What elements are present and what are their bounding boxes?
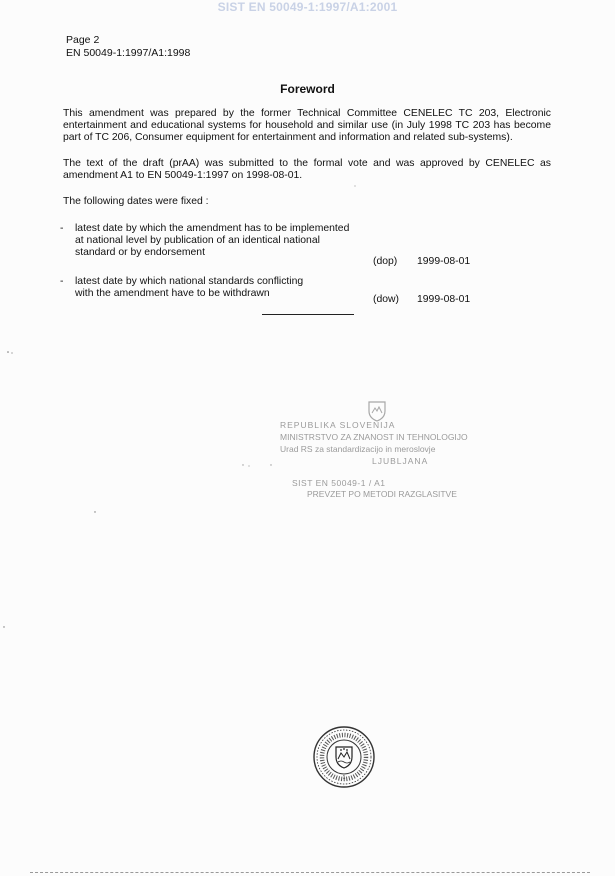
list-bullet: - [60, 223, 64, 234]
list-bullet: - [60, 276, 64, 287]
stamp-line: Urad RS za standardizacijo in meroslovje [280, 444, 436, 454]
list-item-date: 1999-08-01 [417, 294, 471, 305]
stamp-line: PREVZET PO METODI RAZGLASITVE [307, 489, 457, 499]
document-reference: EN 50049-1:1997/A1:1998 [66, 47, 191, 59]
stamp-line: SIST EN 50049-1 / A1 [292, 478, 386, 488]
stamp-line: REPUBLIKA SLOVENIJA [280, 420, 396, 430]
coat-of-arms-icon [366, 400, 388, 422]
document-watermark: SIST EN 50049-1:1997/A1:2001 [217, 0, 398, 14]
list-item-date: 1999-08-01 [417, 256, 471, 267]
stamp-line: LJUBLJANA [372, 456, 429, 466]
section-divider [262, 314, 354, 315]
official-seal-icon [312, 725, 376, 789]
scan-edge [30, 872, 590, 873]
paragraph-approval: The text of the draft (prAA) was submitted to the formal vote and was approved by CENELEC as amendment A1 to EN 50049-1:1997 on 1998-08-01. [63, 158, 551, 181]
paragraph-committee: This amendment was prepared by the former Technical Committee CENELEC TC 203, Electronic entertainment and educational systems for household and similar use (in July 1998 TC 203 has become part of TC 206, Consumer equipment for entertainment and information and related sub-systems). [63, 108, 551, 143]
list-item-abbreviation: (dop) [373, 256, 398, 267]
page-title: Foreword [280, 82, 335, 96]
stamp-line: MINISTRSTVO ZA ZNANOST IN TEHNOLOGIJO [280, 432, 468, 442]
page-header [66, 34, 190, 60]
faded-stamp [262, 400, 502, 505]
paragraph-dates-intro: The following dates were fixed : [63, 196, 209, 207]
page-number: Page 2 [66, 34, 100, 46]
svg-text:1: 1 [342, 775, 346, 781]
list-item-text: latest date by which the amendment has to be implemented at national level by publication of an identical national standard or by endorsement [75, 223, 350, 258]
list-item-abbreviation: (dow) [373, 294, 399, 305]
list-item-text: latest date by which national standards conflicting with the amendment have to be withdrawn [75, 276, 304, 299]
